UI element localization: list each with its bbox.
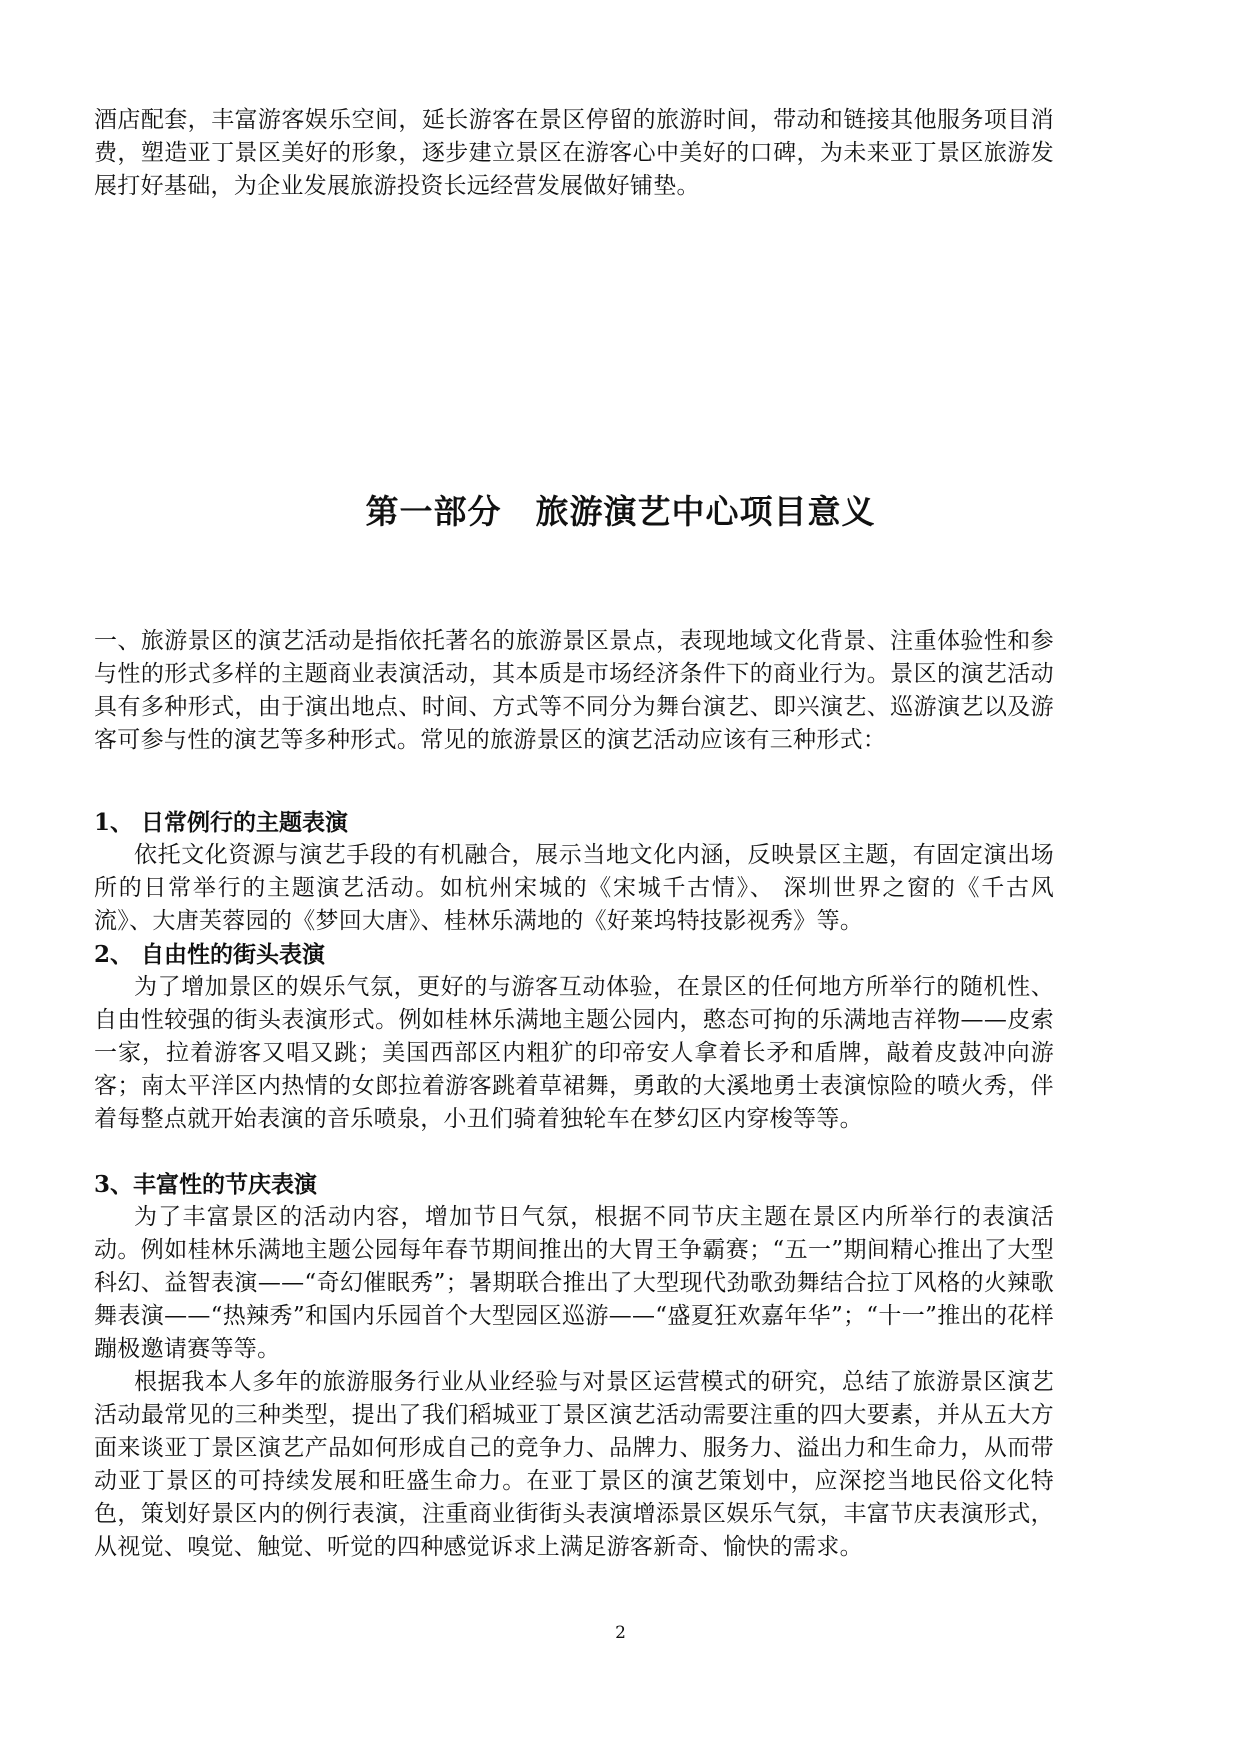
page-number: 2 <box>615 1623 626 1643</box>
intro-paragraph: 酒店配套，丰富游客娱乐空间，延长游客在景区停留的旅游时间，带动和链接其他服务项目消费，塑造亚丁景区美好的形象，逐步建立景区在游客心中美好的口碑，为未来亚丁景区旅游发展打好基础，为企业发展旅游投资长远经营发展做好铺垫。 <box>94 107 1054 199</box>
subsection-heading-1: 1、 日常例行的主题表演 <box>94 809 349 836</box>
overview-paragraph: 一、旅游景区的演艺活动是指依托著名的旅游景区景点，表现地域文化背景、注重体验性和参与性的形式多样的主题商业表演活动，其本质是市场经济条件下的商业行为。景区的演艺活动具有多种形式，由于演出地点、时间、方式等不同分为舞台演艺、即兴演艺、巡游演艺以及游客可参与性的演艺等多种形式。常见的旅游景区的演艺活动应该有三种形式： <box>94 628 1054 753</box>
subsection-heading-2: 2、 自由性的街头表演 <box>94 941 326 968</box>
subsection-body-2: 为了增加景区的娱乐气氛，更好的与游客互动体验，在景区的任何地方所举行的随机性、自由性较强的街头表演形式。例如桂林乐满地主题公园内，憨态可拘的乐满地吉祥物——皮索一家，拉着游客又唱又跳；美国西部区内粗犷的印帝安人拿着长矛和盾牌，敲着皮鼓冲向游客；南太平洋区内热情的女郎拉着游客跳着草裙舞，勇敢的大溪地勇士表演惊险的喷火秀，伴着每整点就开始表演的音乐喷泉，小丑们骑着独轮车在梦幻区内穿梭等等。 <box>94 974 1054 1132</box>
subsection-heading-3: 3、丰富性的节庆表演 <box>94 1171 318 1198</box>
subsection-body-3: 为了丰富景区的活动内容，增加节日气氛，根据不同节庆主题在景区内所举行的表演活动。例如桂林乐满地主题公园每年春节期间推出的大胃王争霸赛；“五一”期间精心推出了大型科幻、益智表演——“奇幻催眠秀”；暑期联合推出了大型现代劲歌劲舞结合拉丁风格的火辣歌舞表演——“热辣秀”和国内乐园首个大型园区巡游——“盛夏狂欢嘉年华”；“十一”推出的花样蹦极邀请赛等等。 <box>94 1204 1054 1362</box>
subsection-body-1: 依托文化资源与演艺手段的有机融合，展示当地文化内涵，反映景区主题，有固定演出场所的日常举行的主题演艺活动。如杭州宋城的《宋城千古情》、 深圳世界之窗的《千古风流》、大唐芙蓉园的《梦回大唐》、桂林乐满地的《好莱坞特技影视秀》等。 <box>94 842 1054 934</box>
section-title: 第一部分 旅游演艺中心项目意义 <box>365 492 876 531</box>
conclusion-paragraph: 根据我本人多年的旅游服务行业从业经验与对景区运营模式的研究，总结了旅游景区演艺活动最常见的三种类型，提出了我们稻城亚丁景区演艺活动需要注重的四大要素，并从五大方面来谈亚丁景区演艺产品如何形成自己的竞争力、品牌力、服务力、溢出力和生命力，从而带动亚丁景区的可持续发展和旺盛生命力。在亚丁景区的演艺策划中，应深挖当地民俗文化特色，策划好景区内的例行表演，注重商业街街头表演增添景区娱乐气氛，丰富节庆表演形式，从视觉、嗅觉、触觉、听觉的四种感觉诉求上满足游客新奇、愉快的需求。 <box>94 1369 1054 1560</box>
